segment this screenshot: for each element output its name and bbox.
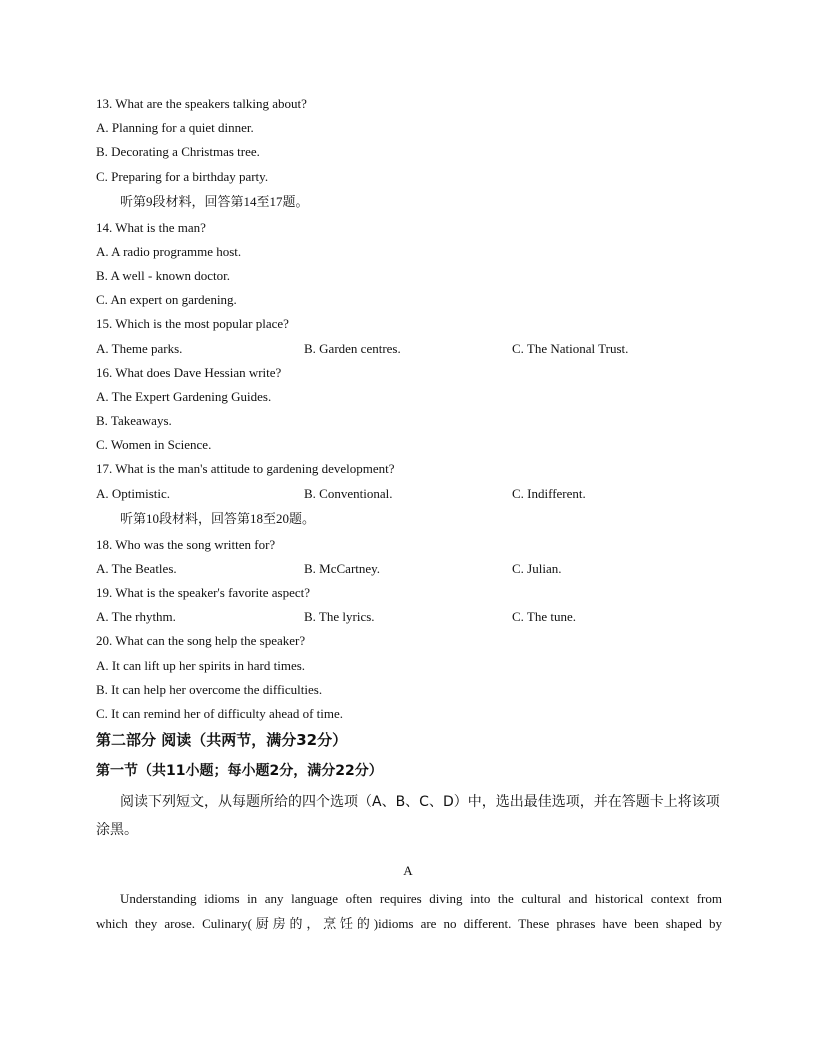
question-20-option-a: A. It can lift up her spirits in hard times. xyxy=(96,658,306,673)
question-13-option-a: A. Planning for a quiet dinner. xyxy=(96,120,254,135)
part-two-heading: 第二部分 阅读（共两节，满分32分） xyxy=(96,731,348,749)
question-18-option-a: A. The Beatles. xyxy=(96,561,177,576)
question-17-option-c: C. Indifferent. xyxy=(512,486,586,501)
passage-label: A xyxy=(403,863,413,878)
question-18-option-c: C. Julian. xyxy=(512,561,562,576)
question-14-option-a: A. A radio programme host. xyxy=(96,244,242,259)
reading-instruction: 阅读下列短文，从每题所给的四个选项（A、B、C、D）中，选出最佳选项，并在答题卡上将该项涂黑。 xyxy=(96,794,720,838)
question-19-option-a: A. The rhythm. xyxy=(96,609,176,624)
question-14-option-c: C. An expert on gardening. xyxy=(96,292,237,307)
question-16-option-a: A. The Expert Gardening Guides. xyxy=(96,389,272,404)
listening-instruction-9: 听第9段材料，回答第14至17题。 xyxy=(120,194,309,209)
passage-line-2: which they arose. Culinary(厨房的，烹饪的)idioms are no different. These phrases have been shaped by xyxy=(96,916,722,931)
question-19-option-b: B. The lyrics. xyxy=(304,609,375,624)
listening-instruction-10: 听第10段材料，回答第18至20题。 xyxy=(120,511,316,526)
question-19-option-c: C. The tune. xyxy=(512,609,577,624)
question-20-option-c: C. It can remind her of difficulty ahead of time. xyxy=(96,706,344,721)
question-17-option-a: A. Optimistic. xyxy=(96,486,171,501)
question-15-stem: 15. Which is the most popular place? xyxy=(96,316,289,331)
question-16-option-b: B. Takeaways. xyxy=(96,413,172,428)
question-13-stem: 13. What are the speakers talking about? xyxy=(96,96,307,111)
question-15-option-b: B. Garden centres. xyxy=(304,341,401,356)
question-16-stem: 16. What does Dave Hessian write? xyxy=(96,365,282,380)
section-one-heading: 第一节（共11小题；每小题2分，满分22分） xyxy=(96,763,383,779)
question-19-stem: 19. What is the speaker's favorite aspect? xyxy=(96,585,310,600)
question-17-option-b: B. Conventional. xyxy=(304,486,393,501)
question-14-option-b: B. A well - known doctor. xyxy=(96,268,230,283)
question-18-stem: 18. Who was the song written for? xyxy=(96,537,276,552)
question-17-stem: 17. What is the man's attitude to gardening development? xyxy=(96,461,395,476)
question-20-stem: 20. What can the song help the speaker? xyxy=(96,633,306,648)
passage-line-1: Understanding idioms in any language often requires diving into the cultural and historical context from xyxy=(120,891,722,906)
question-20-option-b: B. It can help her overcome the difficulties. xyxy=(96,682,323,697)
question-13-option-c: C. Preparing for a birthday party. xyxy=(96,169,269,184)
question-13-option-b: B. Decorating a Christmas tree. xyxy=(96,144,260,159)
question-18-option-b: B. McCartney. xyxy=(304,561,381,576)
question-16-option-c: C. Women in Science. xyxy=(96,437,212,452)
passage-text xyxy=(96,886,722,936)
question-15-option-a: A. Theme parks. xyxy=(96,341,183,356)
question-14-stem: 14. What is the man? xyxy=(96,220,206,235)
question-15-option-c: C. The National Trust. xyxy=(512,341,629,356)
